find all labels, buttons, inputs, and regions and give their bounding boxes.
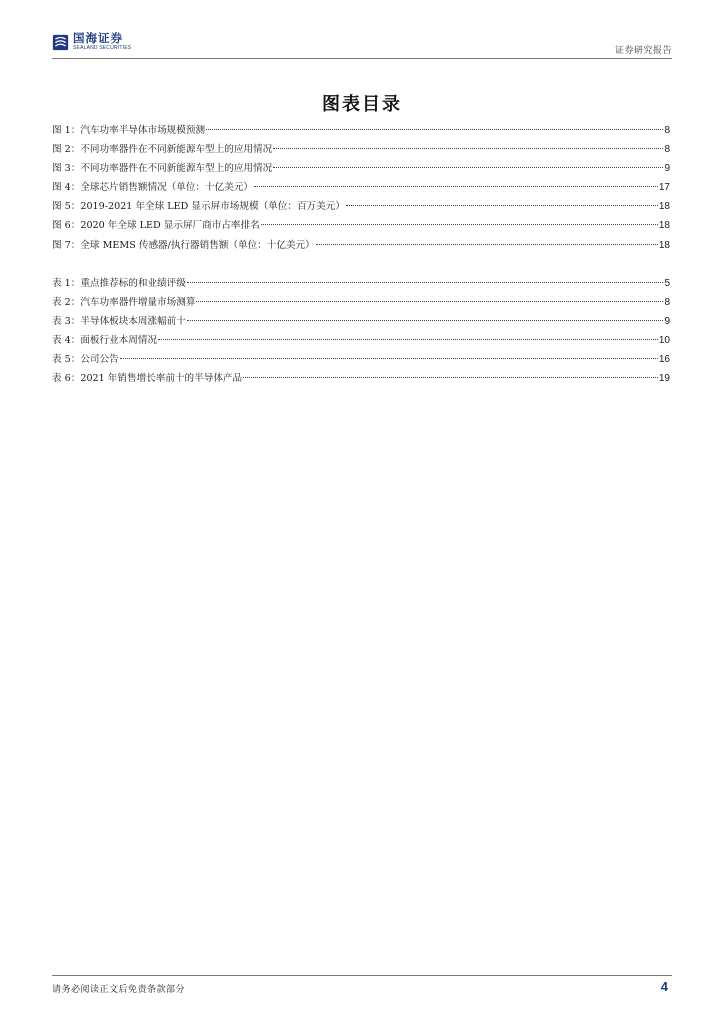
toc-figure-entry[interactable] <box>52 121 670 140</box>
toc-figure-entry[interactable] <box>52 159 670 178</box>
toc-entry-label: 图 2：不同功率器件在不同新能源车型上的应用情况 <box>52 144 273 156</box>
toc-entry-label: 图 5：2019-2021 年全球 LED 显示屏市场规模（单位：百万美元） <box>52 201 345 213</box>
toc-entry-page: 16 <box>658 354 670 366</box>
toc-figure-entry[interactable] <box>52 178 670 197</box>
toc-entry-page: 18 <box>658 239 670 251</box>
toc-entry-page: 17 <box>658 182 670 194</box>
toc-entry-label: 图 4：全球芯片销售额情况（单位：十亿美元） <box>52 182 254 194</box>
dot-leader <box>273 147 663 149</box>
table-list <box>52 274 670 389</box>
sealand-logo-icon <box>52 34 69 51</box>
logo-chinese-name: 国海证券 <box>73 30 123 45</box>
toc-figure-entry[interactable] <box>52 216 670 235</box>
page-title: 图表目录 <box>322 94 402 115</box>
dot-leader <box>206 128 663 130</box>
toc-figure-entry[interactable] <box>52 236 670 255</box>
toc-figure-entry[interactable] <box>52 197 670 216</box>
dot-leader <box>120 357 658 359</box>
toc-entry-page: 18 <box>658 220 670 232</box>
toc-entry-label: 图 3：不同功率器件在不同新能源车型上的应用情况 <box>52 163 273 175</box>
page-footer <box>52 975 672 996</box>
toc-entry-page: 10 <box>658 335 670 347</box>
toc-entry-label: 图 7：全球 MEMS 传感器/执行器销售额（单位：十亿美元） <box>52 239 315 251</box>
toc-entry-page: 18 <box>658 201 670 213</box>
toc-table-entry[interactable] <box>52 274 670 293</box>
dot-leader <box>243 376 658 378</box>
toc-table-entry[interactable] <box>52 350 670 369</box>
toc-table-entry[interactable] <box>52 312 670 331</box>
toc-entry-label: 表 2：汽车功率器件增量市场测算 <box>52 297 196 309</box>
company-logo <box>52 30 131 54</box>
toc-entry-label: 表 5：公司公告 <box>52 354 119 366</box>
figure-list <box>52 121 670 255</box>
dot-leader <box>254 185 658 187</box>
toc-entry-label: 表 3：半导体板块本周涨幅前十 <box>52 316 186 328</box>
page-header <box>52 30 672 59</box>
dot-leader <box>158 338 658 340</box>
toc-entry-page: 9 <box>664 163 670 175</box>
toc-entry-label: 表 6：2021 年销售增长率前十的半导体产品 <box>52 373 243 385</box>
disclaimer-note: 请务必阅读正文后免责条款部分 <box>52 985 186 995</box>
dot-leader <box>273 166 663 168</box>
dot-leader <box>187 281 664 283</box>
toc-entry-page: 9 <box>664 316 670 328</box>
dot-leader <box>261 223 658 225</box>
dot-leader <box>346 204 658 206</box>
toc-entry-label: 图 6：2020 年全球 LED 显示屏厂商市占率排名 <box>52 220 260 232</box>
toc-entry-label: 表 1：重点推荐标的和业绩评级 <box>52 278 186 289</box>
dot-leader <box>196 300 663 302</box>
toc-entry-page: 8 <box>664 297 670 309</box>
toc-entry-page: 19 <box>658 373 670 385</box>
dot-leader <box>316 243 658 245</box>
page-number: 4 <box>660 979 668 994</box>
report-type-label: 证券研究报告 <box>614 46 672 56</box>
toc-entry-page: 8 <box>664 125 670 136</box>
toc-table-entry[interactable] <box>52 369 670 388</box>
toc-figure-entry[interactable] <box>52 140 670 159</box>
toc-table-entry[interactable] <box>52 293 670 312</box>
toc-entry-label: 图 1：汽车功率半导体市场规模预测 <box>52 125 206 136</box>
toc-table-entry[interactable] <box>52 331 670 350</box>
logo-english-name: SEALAND SECURITIES <box>73 45 132 52</box>
dot-leader <box>187 319 664 321</box>
toc-entry-page: 5 <box>664 278 670 289</box>
toc-entry-page: 8 <box>664 144 670 156</box>
toc-entry-label: 表 4：面板行业本周情况 <box>52 335 158 347</box>
